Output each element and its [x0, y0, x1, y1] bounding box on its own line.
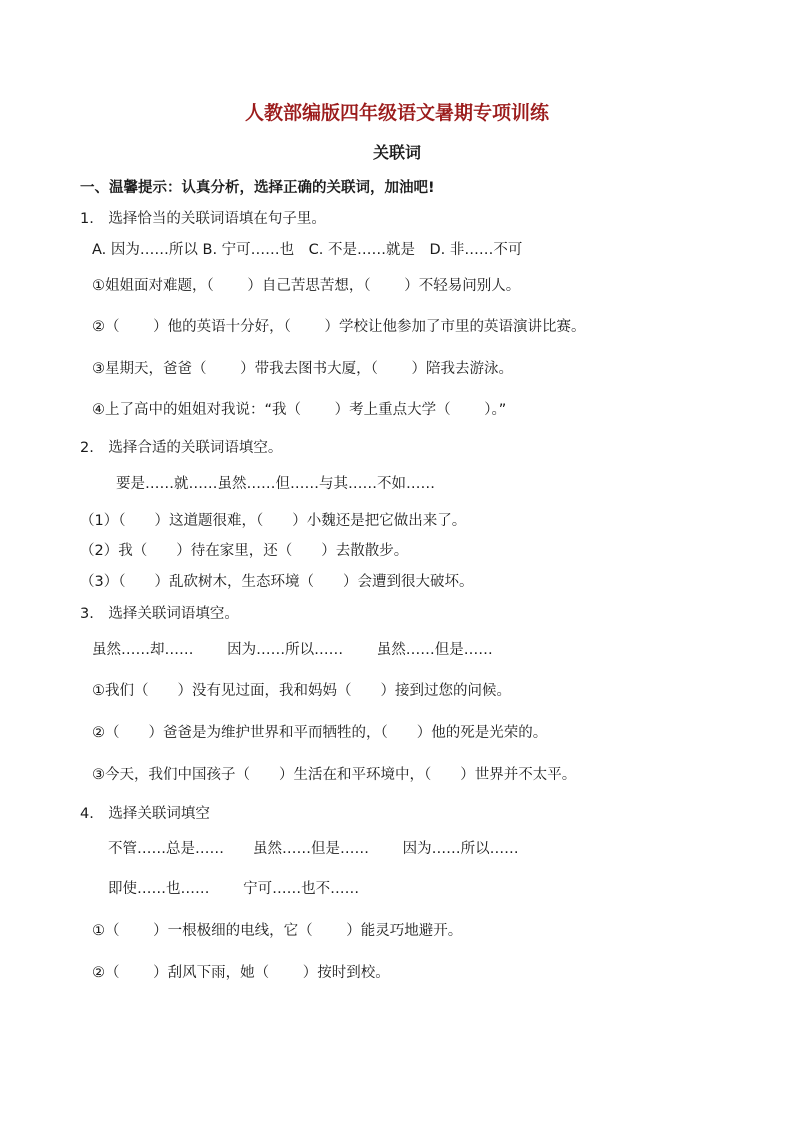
question-1-item-3: ③星期天，爸爸（ ）带我去图书大厦，（ ）陪我去游泳。 — [92, 361, 513, 377]
question-1-options: A. 因为……所以 B. 宁可……也 C. 不是……就是 D. 非……不可 — [92, 242, 523, 258]
question-2-options: 要是……就……虽然……但……与其……不如…… — [116, 476, 435, 492]
question-2-item-3: （3）（ ）乱砍树木，生态环境（ ）会遭到很大破坏。 — [80, 574, 474, 590]
question-2-stem: 2. 选择合适的关联词语填空。 — [80, 440, 283, 456]
question-4-item-2: ②（ ）刮风下雨，她（ ）按时到校。 — [92, 965, 390, 981]
question-3-item-2: ②（ ）爸爸是为维护世界和平而牺牲的，（ ）他的死是光荣的。 — [92, 725, 548, 741]
question-4-stem: 4. 选择关联词填空 — [80, 806, 210, 822]
page-title: 人教部编版四年级语文暑期专项训练 — [244, 102, 549, 124]
question-1-item-4: ④上了高中的姐姐对我说：“我（ ）考上重点大学（ ）。” — [92, 402, 507, 418]
question-4-options-row-1: 不管……总是…… 虽然……但是…… 因为……所以…… — [108, 841, 519, 857]
question-1-item-2: ②（ ）他的英语十分好，（ ）学校让他参加了市里的英语演讲比赛。 — [92, 319, 586, 335]
question-4-options-row-2: 即使……也…… 宁可……也不…… — [108, 881, 360, 897]
question-3-item-3: ③今天，我们中国孩子（ ）生活在和平环境中，（ ）世界并不太平。 — [92, 767, 577, 783]
question-3-stem: 3. 选择关联词语填空。 — [80, 606, 239, 622]
question-4-item-1: ①（ ）一根极细的电线，它（ ）能灵巧地避开。 — [92, 923, 463, 939]
page-subtitle: 关联词 — [372, 143, 421, 162]
question-1-stem: 1. 选择恰当的关联词语填在句子里。 — [80, 211, 326, 227]
question-1-item-1: ①姐姐面对难题，（ ）自己苦思苦想，（ ）不轻易问别人。 — [92, 278, 521, 294]
section-heading: 一、温馨提示：认真分析，选择正确的关联词，加油吧! — [80, 180, 435, 196]
question-2-item-1: （1）（ ）这道题很难，（ ）小魏还是把它做出来了。 — [80, 513, 467, 529]
question-3-item-1: ①我们（ ）没有见过面，我和妈妈（ ）接到过您的问候。 — [92, 683, 511, 699]
question-2-item-2: （2）我（ ）待在家里，还（ ）去散散步。 — [80, 543, 409, 559]
question-3-options: 虽然……却…… 因为……所以…… 虽然……但是…… — [92, 642, 493, 658]
